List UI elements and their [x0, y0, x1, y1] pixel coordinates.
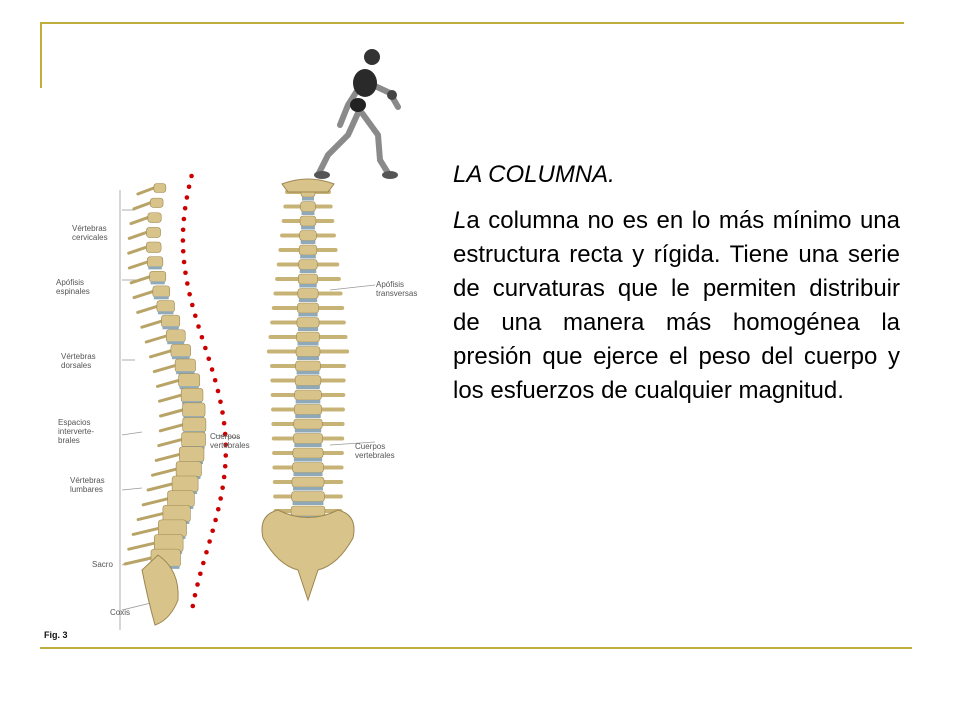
label-apofisis-espinales: Apófisis espinales	[56, 278, 90, 296]
label-espacios-intervertebrales: Espacios interverte- brales	[58, 418, 95, 445]
top-rule	[40, 22, 904, 24]
slide-body	[453, 204, 900, 408]
label-vertebras-lumbares: Vértebras lumbares	[70, 476, 105, 494]
body-text: a columna no es en lo más mínimo una estructura recta y rígida. Tiene una serie de curvaturas que le permiten distribuir de una manera más homogénea la presión que ejerce el peso del cuerpo y los esfuerzos de cualquier magnitud.	[453, 207, 900, 404]
bottom-rule	[40, 647, 912, 649]
figure-caption: Fig. 3	[44, 630, 68, 640]
left-rule	[40, 22, 42, 88]
body-lead-letter: L	[453, 207, 467, 234]
spine-illustration	[30, 170, 440, 640]
walking-figure-image	[300, 35, 450, 185]
text-content	[453, 158, 900, 408]
label-apofisis-transversas: Apófisis transversas	[376, 280, 418, 298]
label-vertebras-cervicales: Vértebras cervicales	[72, 224, 108, 242]
label-coxis: Coxis	[110, 608, 131, 617]
label-cuerpos-vertebrales-front: Cuerpos vertebrales	[355, 442, 395, 460]
label-vertebras-dorsales: Vértebras dorsales	[61, 352, 96, 370]
label-sacro: Sacro	[92, 560, 113, 569]
slide-title: LA COLUMNA.	[453, 161, 615, 188]
label-cuerpos-vertebrales-side: Cuerpos vertebrales	[210, 432, 250, 450]
